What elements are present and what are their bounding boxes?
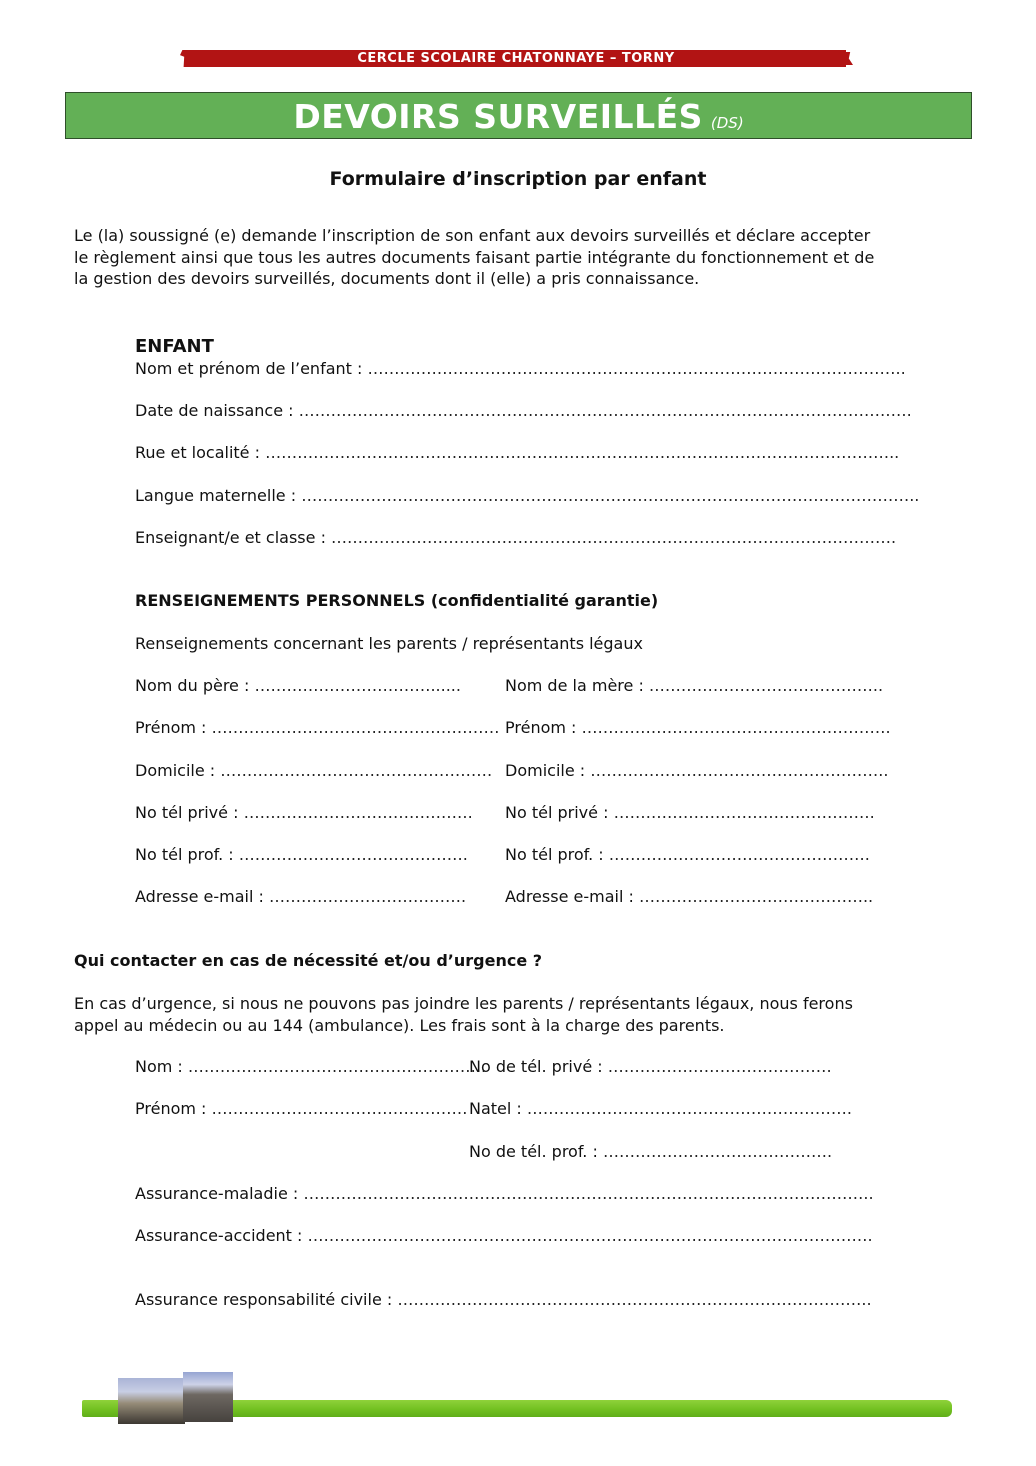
field-label: No tél prof. : — [135, 845, 234, 864]
field-mother-address[interactable] — [505, 761, 888, 780]
fill-line[interactable]: ……………………………………………………. — [526, 1099, 852, 1118]
field-health-insurance[interactable] — [135, 1184, 874, 1203]
field-label: Assurance-accident : — [135, 1226, 303, 1245]
banner-edge-right — [846, 52, 853, 65]
field-label: Prénom : — [135, 718, 207, 737]
field-street-locality[interactable] — [135, 443, 899, 462]
fill-line[interactable]: …………………………………………………………………………….. — [397, 1290, 872, 1309]
fill-line[interactable]: ……………………………………………………………………………………………………….. — [265, 443, 900, 462]
fill-line[interactable]: ……………………………………………………………………………………….. — [367, 359, 906, 378]
school-building-photo — [118, 1378, 185, 1424]
fill-line[interactable]: …………………………………………………. — [581, 718, 891, 737]
field-father-name[interactable] — [135, 676, 461, 695]
fill-line[interactable]: ………………………………. — [268, 887, 467, 906]
field-mother-tongue[interactable] — [135, 486, 919, 505]
page-title: DEVOIRS SURVEILLÉS — [293, 97, 703, 136]
field-emergency-name[interactable] — [135, 1057, 486, 1076]
intro-line: le règlement ainsi que tous les autres documents faisant partie intégrante du fonctionnement et de — [74, 247, 875, 267]
field-father-email[interactable] — [135, 887, 466, 906]
personal-info-intro: Renseignements concernant les parents / représentants légaux — [135, 634, 643, 653]
title-abbreviation: (DS) — [710, 114, 744, 132]
field-label: Domicile : — [135, 761, 216, 780]
field-label: Rue et localité : — [135, 443, 260, 462]
field-emergency-mobile[interactable] — [469, 1099, 852, 1118]
fill-line[interactable]: ………………………………………… — [211, 1099, 468, 1118]
field-label: Adresse e-mail : — [505, 887, 634, 906]
intro-paragraph — [74, 225, 954, 290]
field-label: Nom de la mère : — [505, 676, 644, 695]
section-heading-personal-info: RENSEIGNEMENTS PERSONNELS (confidentialité garantie) — [135, 591, 659, 610]
field-father-firstname[interactable] — [135, 718, 500, 737]
field-label: Domicile : — [505, 761, 586, 780]
field-label: Langue maternelle : — [135, 486, 297, 505]
title-box — [65, 92, 972, 139]
fill-line[interactable]: ……………………………………………………………………………………………. — [307, 1226, 873, 1245]
field-mother-firstname[interactable] — [505, 718, 891, 737]
field-birth-date[interactable] — [135, 401, 912, 420]
fill-line[interactable]: ……………………………...... — [254, 676, 461, 695]
field-label: No tél privé : — [505, 803, 609, 822]
field-father-phone-private[interactable] — [135, 803, 473, 822]
fill-line[interactable]: ……………………………………. — [243, 803, 473, 822]
field-mother-name[interactable] — [505, 676, 883, 695]
field-father-address[interactable] — [135, 761, 492, 780]
field-mother-email[interactable] — [505, 887, 873, 906]
field-label: No de tél. prof. : — [469, 1142, 598, 1161]
field-label: Prénom : — [505, 718, 577, 737]
fill-line[interactable]: ……………………………………………….. — [187, 1057, 487, 1076]
field-label: Assurance-maladie : — [135, 1184, 299, 1203]
field-label: No tél privé : — [135, 803, 239, 822]
fill-line[interactable]: ……………………………………………….. — [590, 761, 889, 780]
school-building-photo — [183, 1372, 233, 1422]
fill-line[interactable]: ……………………………………. — [238, 845, 468, 864]
field-emergency-firstname[interactable] — [135, 1099, 468, 1118]
fill-line[interactable]: ……………………………………………………………………………………………………. — [298, 401, 912, 420]
field-mother-phone-work[interactable] — [505, 845, 870, 864]
field-label: No de tél. privé : — [469, 1057, 603, 1076]
fill-line[interactable]: …………………………………………. — [608, 845, 870, 864]
fill-line[interactable]: …………………………………………………………………………………………….. — [303, 1184, 874, 1203]
field-mother-phone-private[interactable] — [505, 803, 875, 822]
field-label: Nom : — [135, 1057, 183, 1076]
field-label: No tél prof. : — [505, 845, 604, 864]
field-label: Nom du père : — [135, 676, 250, 695]
fill-line[interactable]: …………………………………….. — [638, 887, 874, 906]
fill-line[interactable]: …………………………………… — [607, 1057, 832, 1076]
banner-edge-left — [180, 50, 186, 67]
field-label: Natel : — [469, 1099, 522, 1118]
field-accident-insurance[interactable] — [135, 1226, 873, 1245]
field-label: Prénom : — [135, 1099, 207, 1118]
intro-line: la gestion des devoirs surveillés, documents dont il (elle) a pris connaissance. — [74, 269, 700, 288]
section-heading-emergency: Qui contacter en cas de nécessité et/ou d’urgence ? — [74, 951, 543, 970]
fill-line[interactable]: …………………………………………………………………………………………………….. — [301, 486, 920, 505]
field-emergency-phone-work[interactable] — [469, 1142, 832, 1161]
fill-line[interactable]: ……………………………………………………………………………………………. — [331, 528, 897, 547]
field-label: Nom et prénom de l’enfant : — [135, 359, 363, 378]
section-heading-enfant: ENFANT — [135, 336, 214, 357]
emergency-paragraph — [74, 993, 954, 1036]
field-emergency-phone-private[interactable] — [469, 1057, 832, 1076]
emergency-line: appel au médecin ou au 144 (ambulance). Les frais sont à la charge des parents. — [74, 1015, 725, 1035]
school-name: CERCLE SCOLAIRE CHATONNAYE – TORNY — [357, 51, 675, 66]
fill-line[interactable]: ……………………………………………… — [211, 718, 500, 737]
fill-line[interactable]: …………………………………………. — [613, 803, 875, 822]
field-child-name[interactable] — [135, 359, 906, 378]
field-teacher-class[interactable] — [135, 528, 896, 547]
fill-line[interactable]: …………………………………….. — [648, 676, 884, 695]
field-label: Date de naissance : — [135, 401, 294, 420]
field-label: Enseignant/e et classe : — [135, 528, 326, 547]
school-banner — [186, 50, 846, 67]
fill-line[interactable]: …………………………………………… — [220, 761, 493, 780]
form-subtitle: Formulaire d’inscription par enfant — [329, 168, 707, 190]
fill-line[interactable]: ……………………………………. — [602, 1142, 833, 1161]
field-label: Adresse e-mail : — [135, 887, 264, 906]
field-label: Assurance responsabilité civile : — [135, 1290, 393, 1309]
field-father-phone-work[interactable] — [135, 845, 468, 864]
emergency-line: En cas d’urgence, si nous ne pouvons pas joindre les parents / représentants légaux, nous ferons — [74, 994, 853, 1013]
intro-line: Le (la) soussigné (e) demande l’inscription de son enfant aux devoirs surveillés et déclare accepter — [74, 226, 871, 245]
field-liability-insurance[interactable] — [135, 1290, 872, 1309]
